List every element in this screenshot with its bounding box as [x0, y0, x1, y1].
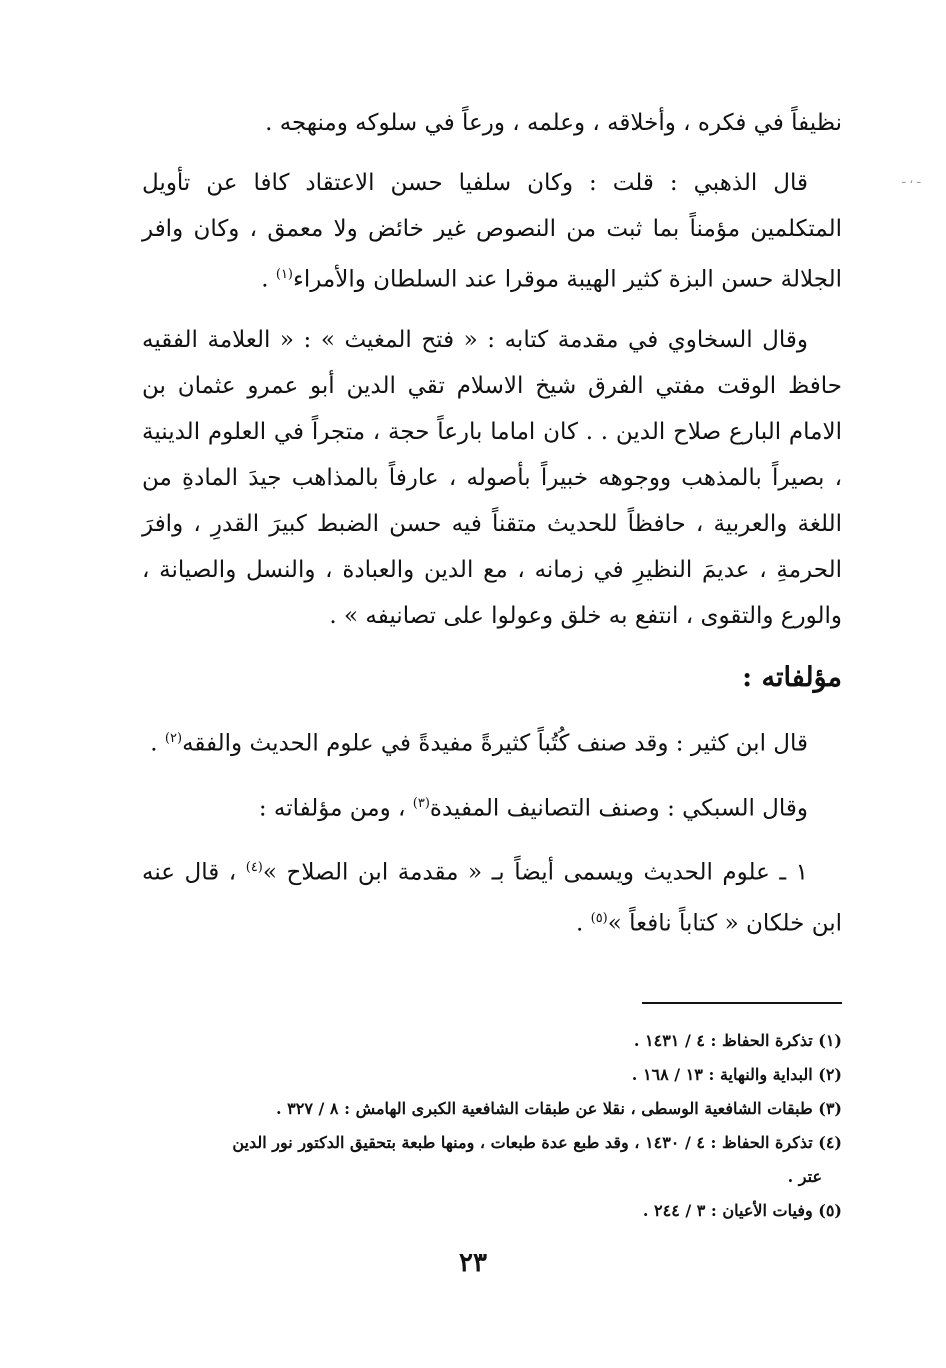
paragraph-4: قال ابن كثير : وقد صنف كُتُباً كثيرةً مفيدةً في علوم الحديث والفقه$^{(٢)}$ .	[150, 730, 808, 757]
body-text-lower	[142, 716, 842, 947]
footnote-2: (٢) البداية والنهاية : ١٣ / ١٦٨ .	[631, 1065, 842, 1084]
section-heading: مؤلفاته :	[742, 662, 842, 693]
paragraph-6: ١ ـ علوم الحديث ويسمى أيضاً بـ « مقدمة ابن الصلاح »$^{(٤)}$ ، قال عنه ابن خلكان « كتاباً نافعاً »$^{(٥)}$ .	[142, 859, 842, 937]
footnote-5: (٥) وفيات الأعيان : ٣ / ٢٤٤ .	[642, 1201, 842, 1220]
footnote-ref-2[interactable]: (٢)	[164, 731, 183, 746]
paragraph-1: نظيفاً في فكره ، وأخلاقه ، وعلمه ، ورعاً في سلوكه ومنهجه .	[265, 110, 842, 136]
footnote-3: (٣) طبقات الشافعية الوسطى ، نقلا عن طبقات الشافعية الكبرى الهامش : ٨ / ٣٢٧ .	[276, 1099, 842, 1118]
footnotes	[137, 1024, 842, 1228]
footnote-4: (٤) تذكرة الحفاظ : ٤ / ١٤٣٠ ، وقد طبع عدة طبعات ، ومنها طبعة بتحقيق الدكتور نور الدين	[232, 1133, 842, 1152]
margin-mark: ـ ، ـ	[902, 172, 921, 186]
paragraph-2: قال الذهبي : قلت : وكان سلفيا حسن الاعتقاد كافا عن تأويل المتكلمين مؤمناً بما ثبت من النصوص غير خائض ولا معمق ، وكان وافر الجلالة حسن البزة كثير الهيبة موقرا عند السلطان والأمراء$^{(١)}$ .	[142, 170, 842, 293]
footnote-divider	[642, 1002, 842, 1004]
paragraph-3: وقال السخاوي في مقدمة كتابه : « فتح المغيث » : « العلامة الفقيه حافظ الوقت مفتي الفرق شيخ الاسلام تقي الدين أبو عمرو عثمان بن الامام البارع صلاح الدين . . كان اماما بارعاً حجة ، متجراً في العلوم الدينية ، بصيراً بالمذهب ووجوهه خبيراً بأصوله ، عارفاً بالمذاهب جيدَ المادةِ من اللغة والعربية ، حافظاً للحديث متقناً فيه حسن الضبط كبيرَ القدرِ ، وافرَ الحرمةِ ، عديمَ النظيرِ في زمانه ، مع الدين والعبادة ، والنسل والصيانة ، والورع والتقوى ، انتفع به خلق وعولوا على تصانيفه » .	[142, 326, 842, 629]
body-text-upper	[142, 100, 842, 639]
paragraph-5: وقال السبكي : وصنف التصانيف المفيدة$^{(٣)}$ ، ومن مؤلفاته :	[258, 795, 808, 822]
footnote-ref-5[interactable]: (٥)	[590, 910, 608, 926]
footnote-ref-1[interactable]: (١)	[275, 267, 293, 282]
footnote-ref-4[interactable]: (٤)	[245, 860, 263, 876]
footnote-1: (١) تذكرة الحفاظ : ٤ / ١٤٣١ .	[633, 1031, 842, 1050]
page-number: ٢٣	[459, 1248, 487, 1278]
footnote-ref-3[interactable]: (٣)	[412, 795, 430, 811]
footnote-4-continued: عتر .	[787, 1167, 822, 1186]
